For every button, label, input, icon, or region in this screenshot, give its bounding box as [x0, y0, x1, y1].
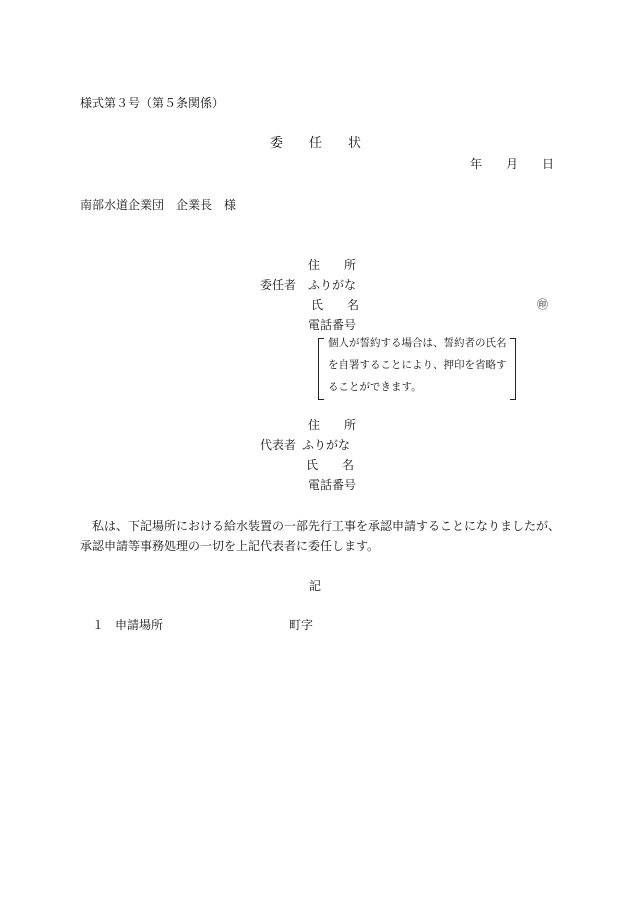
delegator-note-line-3: ることができます。 — [328, 381, 422, 393]
delegator-note-line-1: 個人が誓約する場合は、誓約者の氏名 — [328, 337, 507, 349]
item-number: １ — [92, 618, 105, 632]
date-line: 年 月 日 — [470, 157, 555, 171]
ki-heading: 記 — [309, 579, 322, 593]
delegator-role-label: 委任者 — [260, 278, 297, 292]
form-number: 様式第３号（第５条関係） — [80, 96, 225, 110]
seal-mark: ㊞ — [537, 298, 548, 311]
representative-phone-label: 電話番号 — [308, 478, 357, 492]
body-line-1: 私は、下記場所における給水装置の一部先行工事を承認申請することになりましたが、 — [92, 519, 561, 533]
note-bracket-right — [510, 338, 516, 400]
representative-role-label: 代表者 — [260, 438, 297, 452]
page-title: 委 任 状 — [270, 136, 362, 151]
delegator-note-line-2: を自署することにより、押印を省略す — [328, 359, 507, 371]
delegator-address-label: 住 所 — [308, 258, 357, 272]
addressee: 南部水道企業団 企業長 様 — [80, 198, 237, 212]
delegator-phone-label: 電話番号 — [308, 318, 357, 332]
delegator-furigana-label: ふりがな — [308, 278, 357, 292]
item-value: 町字 — [289, 618, 314, 632]
representative-address-label: 住 所 — [308, 418, 357, 432]
delegator-name-label: 氏 名 — [311, 298, 360, 312]
note-bracket-left — [318, 338, 324, 400]
representative-furigana-label: ふりがな — [302, 438, 351, 452]
body-line-2: 承認申請等事務処理の一切を上記代表者に委任します。 — [80, 539, 380, 553]
representative-name-label: 氏 名 — [306, 458, 355, 472]
item-label: 申請場所 — [115, 618, 164, 632]
